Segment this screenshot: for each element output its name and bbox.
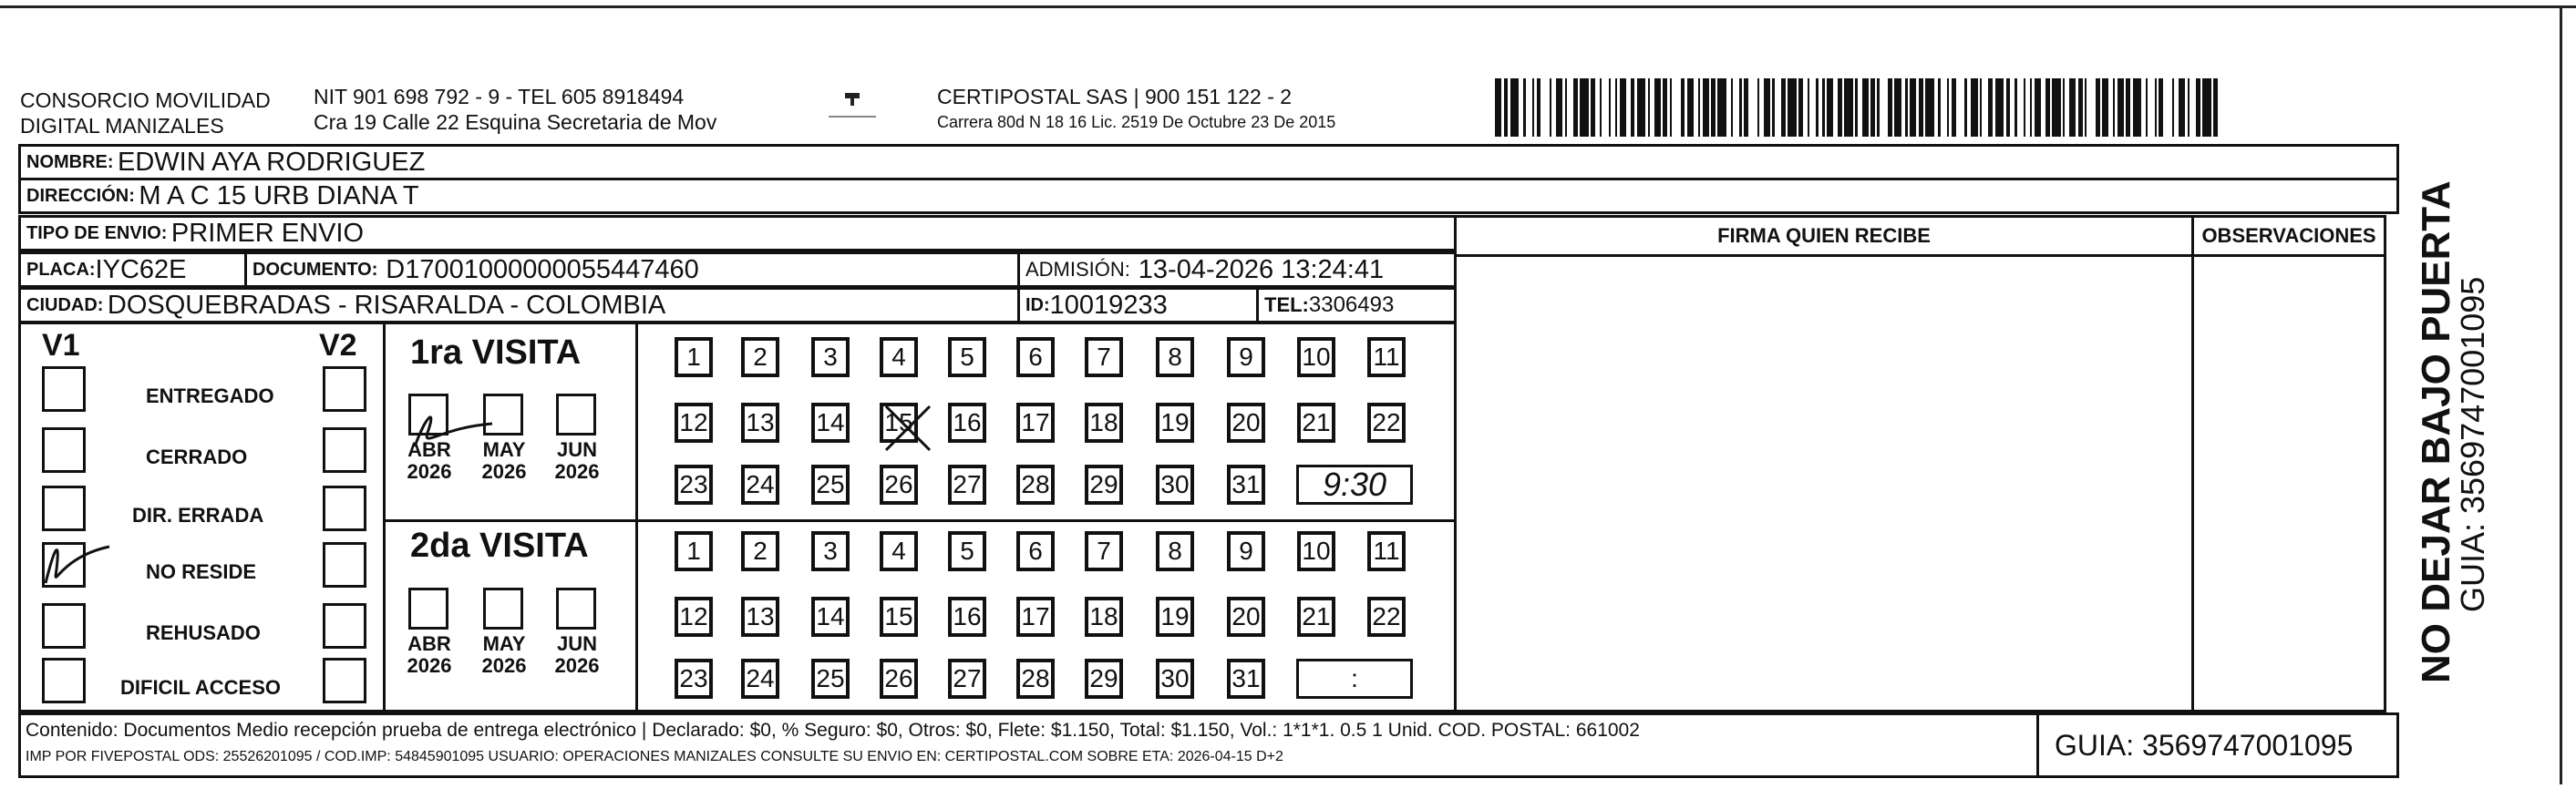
tel-label: TEL: <box>1264 293 1309 316</box>
day-box[interactable]: 8 <box>1156 531 1194 571</box>
direccion-value: M A C 15 URB DIANA T <box>139 180 419 210</box>
day-box[interactable]: 21 <box>1297 403 1335 443</box>
nit-line2: Cra 19 Calle 22 Esquina Secretaria de Mov <box>314 110 717 134</box>
status-label: ENTREGADO <box>146 384 274 407</box>
day-box[interactable]: 30 <box>1156 465 1194 505</box>
day-box[interactable]: 31 <box>1227 465 1265 505</box>
day-box[interactable]: 12 <box>675 403 713 443</box>
day-box[interactable]: 16 <box>948 403 986 443</box>
checkmark-no-reside-v1 <box>46 547 109 583</box>
day-box[interactable]: 27 <box>948 659 986 699</box>
company-name-line2: DIGITAL MANIZALES <box>20 114 224 138</box>
day-box[interactable]: 10 <box>1297 337 1335 377</box>
status-label: NO RESIDE <box>146 560 257 583</box>
observaciones-header: OBSERVACIONES <box>2194 218 2384 257</box>
admision-value: 13-04-2026 13:24:41 <box>1138 254 1385 284</box>
day-box[interactable]: 25 <box>811 465 850 505</box>
day-box[interactable]: 3 <box>811 531 850 571</box>
day-box[interactable]: 23 <box>675 465 713 505</box>
day-box[interactable]: 28 <box>1016 659 1055 699</box>
time-field[interactable]: 9:30 <box>1296 465 1413 505</box>
nit-line1: NIT 901 698 792 - 9 - TEL 605 8918494 <box>314 85 685 108</box>
day-box[interactable]: 21 <box>1297 597 1335 637</box>
day-box[interactable]: 20 <box>1227 403 1265 443</box>
visit2-title: 2da VISITA <box>410 527 589 565</box>
day-box[interactable]: 17 <box>1016 403 1055 443</box>
day-box[interactable]: 4 <box>880 337 918 377</box>
day-box[interactable]: 8 <box>1156 337 1194 377</box>
v1-header: V1 <box>42 328 80 363</box>
checkmark-abr-visit1 <box>415 417 492 446</box>
tipo-label: TIPO DE ENVIO: <box>26 222 168 243</box>
day-box[interactable]: 17 <box>1016 597 1055 637</box>
day-box[interactable]: 14 <box>811 597 850 637</box>
month-year: 2026 <box>481 460 527 483</box>
day-box[interactable]: 11 <box>1367 531 1406 571</box>
tel-value: 3306493 <box>1308 292 1395 317</box>
day-box[interactable]: 31 <box>1227 659 1265 699</box>
day-box[interactable]: 5 <box>948 531 986 571</box>
side-guia-text: GUIA: 3569747001095 <box>2454 276 2491 612</box>
status-label: DIFICIL ACCESO <box>120 676 282 699</box>
placa-label: PLACA: <box>26 259 96 280</box>
day-box[interactable]: 7 <box>1085 337 1123 377</box>
month-year: 2026 <box>407 654 452 677</box>
day-box[interactable]: 1 <box>675 531 713 571</box>
day-box[interactable]: 12 <box>675 597 713 637</box>
footer-contenido: Contenido: Documentos Medio recepción prueba de entrega electrónico | Declarado: $0, % Seguro: $0, Otros: $0, Flete: $1.150, Total: $1.150, Vol.: 1*1*1. 0.5 1 Unid. COD. POSTAL: 661002 <box>26 720 1640 741</box>
day-box[interactable]: 6 <box>1016 531 1055 571</box>
footer-guia-divider <box>2036 712 2039 778</box>
id-label: ID: <box>1025 294 1050 315</box>
no-dejar-bajo-puerta-text: NO DEJAR BAJO PUERTA <box>2414 180 2458 683</box>
nombre-value: EDWIN AYA RODRIGUEZ <box>118 147 426 177</box>
day-box[interactable]: 26 <box>880 465 918 505</box>
day-box[interactable]: 4 <box>880 531 918 571</box>
v2-header: V2 <box>319 328 357 363</box>
day-box[interactable]: 28 <box>1016 465 1055 505</box>
day-box[interactable]: 30 <box>1156 659 1194 699</box>
day-box[interactable]: 15 <box>880 597 918 637</box>
day-box[interactable]: 23 <box>675 659 713 699</box>
day-box[interactable]: 9 <box>1227 337 1265 377</box>
day-box[interactable]: 5 <box>948 337 986 377</box>
day-box[interactable]: 13 <box>741 597 779 637</box>
visit1-title: 1ra VISITA <box>410 333 582 372</box>
month-name: MAY <box>482 438 526 461</box>
documento-value: D17001000000055447460 <box>386 254 699 284</box>
footer-imp: IMP POR FIVEPOSTAL ODS: 25526201095 / COD.IMP: 54845901095 USUARIO: OPERACIONES MANIZALES CONSULTE SU ENVIO EN: CERTIPOSTAL.COM SOBRE ETA: 2026-04-15 D+2 <box>26 749 1283 764</box>
day-box[interactable]: 24 <box>741 465 779 505</box>
footer-guia: GUIA: 3569747001095 <box>2055 729 2354 762</box>
day-box[interactable]: 2 <box>741 531 779 571</box>
courier-line2: Carrera 80d N 18 16 Lic. 2519 De Octubre 23 De 2015 <box>937 113 1336 131</box>
month-year: 2026 <box>407 460 452 483</box>
day-box[interactable]: 22 <box>1367 403 1406 443</box>
day-box[interactable]: 16 <box>948 597 986 637</box>
day-box[interactable]: 18 <box>1085 597 1123 637</box>
day-box[interactable]: 7 <box>1085 531 1123 571</box>
courier-line1: CERTIPOSTAL SAS | 900 151 122 - 2 <box>937 85 1293 108</box>
nombre-label: NOMBRE: <box>26 151 114 172</box>
day-box[interactable]: 3 <box>811 337 850 377</box>
status-label: REHUSADO <box>146 621 261 644</box>
day-box[interactable]: 11 <box>1367 337 1406 377</box>
month-name: ABR <box>407 438 451 461</box>
day-box[interactable]: 13 <box>741 403 779 443</box>
day-box[interactable]: 10 <box>1297 531 1335 571</box>
admision-label: ADMISIÓN: <box>1025 258 1130 281</box>
placa-value: IYC62E <box>95 254 187 284</box>
status-label: DIR. ERRADA <box>132 504 264 527</box>
month-year: 2026 <box>554 654 600 677</box>
day-box[interactable]: 26 <box>880 659 918 699</box>
day-box[interactable]: 19 <box>1156 597 1194 637</box>
month-year: 2026 <box>554 460 600 483</box>
day-box[interactable]: 1 <box>675 337 713 377</box>
month-name: JUN <box>556 438 597 461</box>
day-box[interactable]: 29 <box>1085 465 1123 505</box>
direccion-label: DIRECCIÓN: <box>26 185 135 206</box>
time-field[interactable]: : <box>1296 659 1413 699</box>
day-box[interactable]: 15 <box>880 403 918 443</box>
day-box[interactable]: 14 <box>811 403 850 443</box>
month-name: ABR <box>407 632 451 655</box>
documento-label: DOCUMENTO: <box>252 259 378 280</box>
ciudad-value: DOSQUEBRADAS - RISARALDA - COLOMBIA <box>107 290 666 320</box>
day-box[interactable]: 24 <box>741 659 779 699</box>
company-name-line1: CONSORCIO MOVILIDAD <box>20 88 271 112</box>
month-name: JUN <box>556 632 597 655</box>
tipo-value: PRIMER ENVIO <box>170 218 365 248</box>
day-box[interactable]: 20 <box>1227 597 1265 637</box>
month-year: 2026 <box>481 654 527 677</box>
day-box[interactable]: 9 <box>1227 531 1265 571</box>
day-box[interactable]: 27 <box>948 465 986 505</box>
day-box[interactable]: 2 <box>741 337 779 377</box>
id-value: 10019233 <box>1049 290 1168 320</box>
month-name: MAY <box>482 632 526 655</box>
day-box[interactable]: 22 <box>1367 597 1406 637</box>
ciudad-label: CIUDAD: <box>26 294 104 315</box>
day-box[interactable]: 19 <box>1156 403 1194 443</box>
day-box[interactable]: 6 <box>1016 337 1055 377</box>
firma-header: FIRMA QUIEN RECIBE <box>1457 218 2191 257</box>
cross-day-15-visit1 <box>886 406 930 450</box>
day-box[interactable]: 18 <box>1085 403 1123 443</box>
day-box[interactable]: 29 <box>1085 659 1123 699</box>
day-box[interactable]: 25 <box>811 659 850 699</box>
status-label: CERRADO <box>146 446 248 468</box>
